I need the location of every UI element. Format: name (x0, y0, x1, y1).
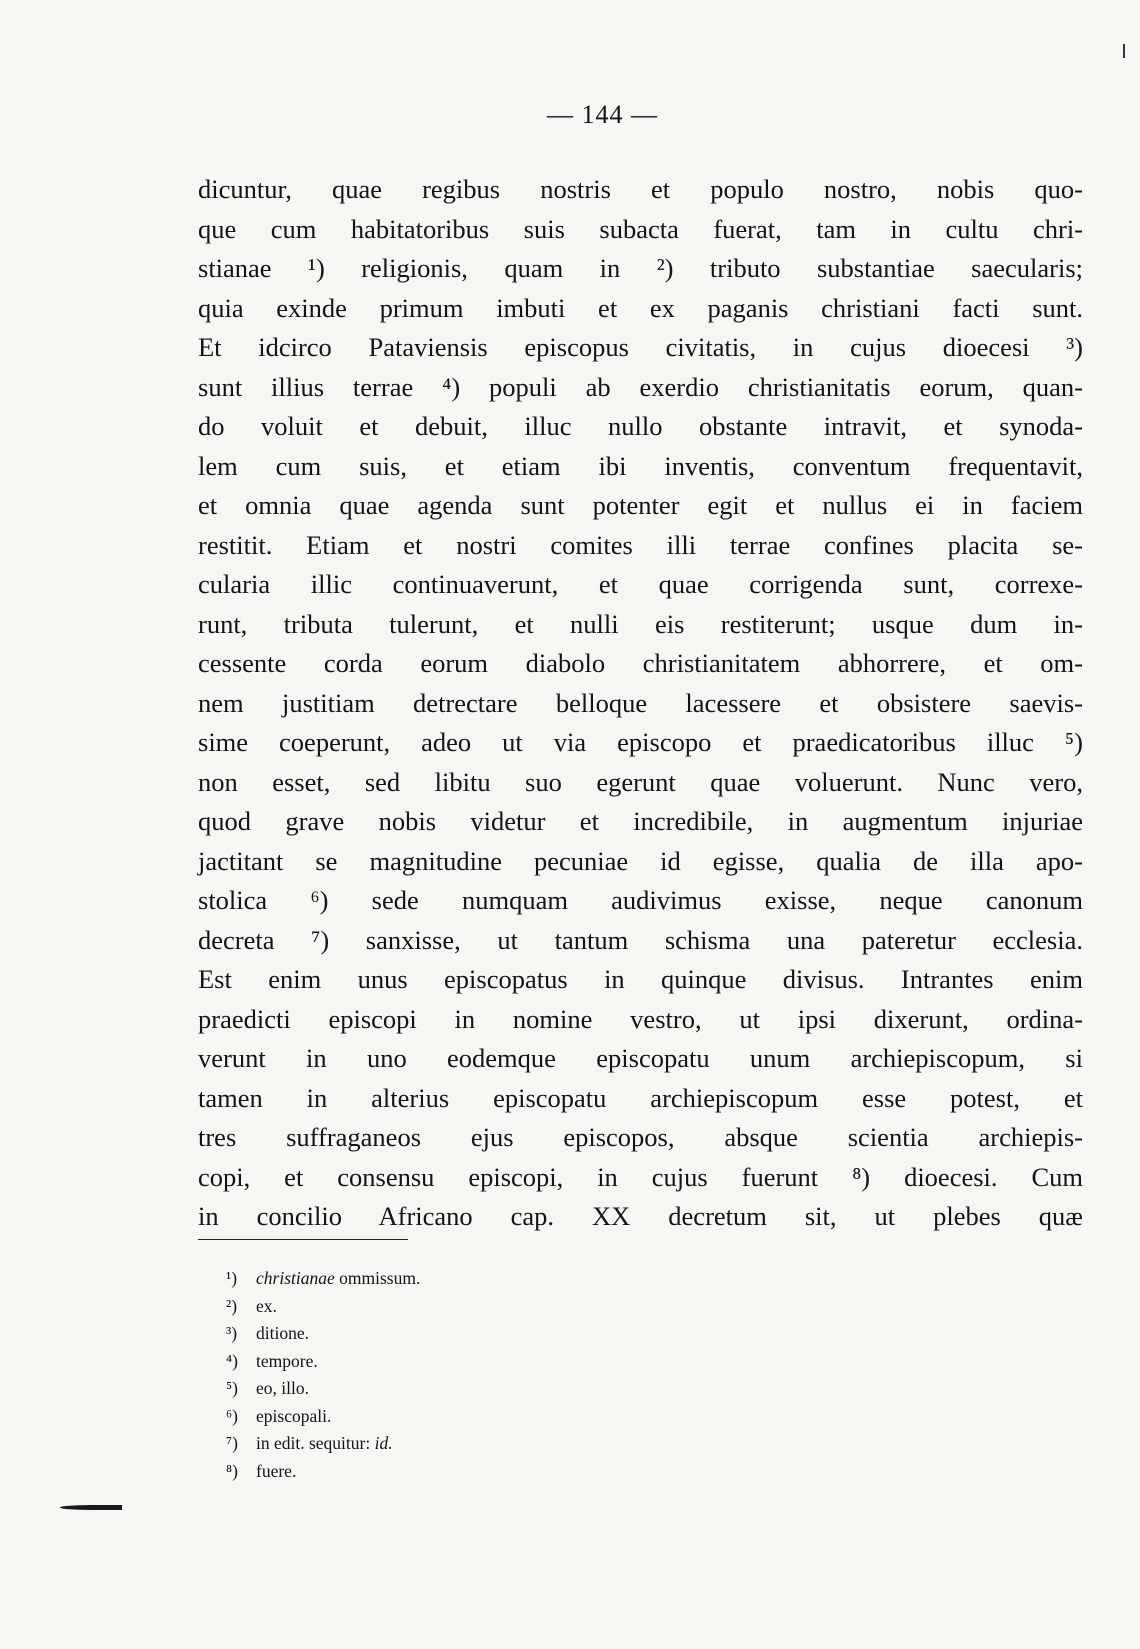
footnote-text: tempore. (256, 1350, 318, 1371)
footnote-marker: ⁵) (226, 1378, 238, 1398)
footnote-6 (226, 1403, 420, 1431)
body-line: stianae ¹) religionis, quam in ²) tributo substantiae saecularis; (198, 253, 1083, 283)
body-line: verunt in uno eodemque episcopatu unum archiepiscopum, si (198, 1043, 1083, 1073)
body-line: do voluit et debuit, illuc nullo obstante intravit, et synoda- (198, 411, 1083, 441)
footnote-1 (226, 1265, 420, 1293)
body-line: quod grave nobis videtur et incredibile, in augmentum injuriae (198, 806, 1083, 836)
scan-mark (1123, 44, 1125, 58)
footnote-text: episcopali. (256, 1405, 332, 1426)
footnote-text-italic: id. (370, 1433, 393, 1453)
body-line: stolica ⁶) sede numquam audivimus exisse, neque canonum (198, 885, 1083, 915)
footnote-5 (226, 1375, 420, 1403)
body-line: quia exinde primum imbuti et ex paganis christiani facti sunt. (198, 292, 1083, 323)
body-line: tres suffraganeos ejus episcopos, absque scientia archiepis- (198, 1122, 1083, 1152)
body-line: Est enim unus episcopatus in quinque divisus. Intrantes enim (198, 964, 1083, 994)
page-number-header: — 144 — (547, 100, 658, 129)
body-line: decreta ⁷) sanxisse, ut tantum schisma una pateretur ecclesia. (198, 924, 1083, 955)
body-line: in concilio Africano cap. XX decretum sit, ut plebes quæ (198, 1201, 1083, 1231)
body-line: nem justitiam detrectare belloque lacessere et obsistere saevis- (198, 687, 1083, 718)
footnote-text: ex. (256, 1295, 277, 1316)
body-line: sunt illius terrae ⁴) populi ab exerdio christianitatis eorum, quan- (198, 371, 1083, 402)
footnote-4 (226, 1348, 420, 1376)
footnote-3 (226, 1320, 420, 1348)
footnote-marker: ⁸) (226, 1460, 238, 1481)
body-text (198, 170, 1083, 1237)
scan-mark (60, 1505, 122, 1510)
footnote-marker: ⁶) (226, 1405, 238, 1426)
footnote-2 (226, 1293, 420, 1321)
body-line: cessente corda eorum diabolo christianitatem abhorrere, et om- (198, 648, 1083, 678)
body-line: Et idcirco Pataviensis episcopus civitatis, in cujus dioecesi ³) (198, 332, 1083, 362)
footnote-text: eo, illo. (256, 1378, 309, 1398)
body-line: sime coeperunt, adeo ut via episcopo et praedicatoribus illuc ⁵) (198, 727, 1083, 757)
footnote-7 (226, 1430, 420, 1458)
footnote-text: fuere. (256, 1460, 297, 1481)
footnote-8 (226, 1458, 420, 1486)
body-line: non esset, sed libitu suo egerunt quae voluerunt. Nunc vero, (198, 766, 1083, 797)
footnote-marker: ²) (226, 1295, 238, 1316)
footnote-text: christianae (256, 1268, 335, 1288)
body-line: copi, et consensu episcopi, in cujus fuerunt ⁸) dioecesi. Cum (198, 1161, 1083, 1192)
body-line: tamen in alterius episcopatu archiepiscopum esse potest, et (198, 1082, 1083, 1113)
footnote-list (226, 1265, 420, 1485)
footnote-text: in edit. sequitur: (256, 1433, 371, 1453)
body-line: et omnia quae agenda sunt potenter egit et nullus ei in faciem (198, 490, 1083, 520)
footnote-marker: ¹) (226, 1268, 238, 1288)
body-line: que cum habitatoribus suis subacta fuerat, tam in cultu chri- (198, 213, 1083, 244)
body-line: jactitant se magnitudine pecuniae id egisse, qualia de illa apo- (198, 845, 1083, 876)
body-line: lem cum suis, et etiam ibi inventis, conventum frequentavit, (198, 450, 1083, 481)
footnote-text-rest: ommissum. (334, 1268, 421, 1288)
body-line: cularia illic continuaverunt, et quae corrigenda sunt, correxe- (198, 569, 1083, 599)
footnote-marker: ³) (226, 1323, 238, 1343)
body-line: dicuntur, quae regibus nostris et populo nostro, nobis quo- (198, 174, 1083, 204)
body-line: runt, tributa tulerunt, et nulli eis restiterunt; usque dum in- (198, 608, 1083, 639)
footnote-rule (198, 1239, 408, 1240)
body-line: praedicti episcopi in nomine vestro, ut ipsi dixerunt, ordina- (198, 1003, 1083, 1034)
footnote-marker: ⁷) (226, 1433, 238, 1453)
footnote-text: ditione. (256, 1323, 309, 1343)
footnote-marker: ⁴) (226, 1350, 238, 1371)
body-line: restitit. Etiam et nostri comites illi terrae confines placita se- (198, 529, 1083, 560)
